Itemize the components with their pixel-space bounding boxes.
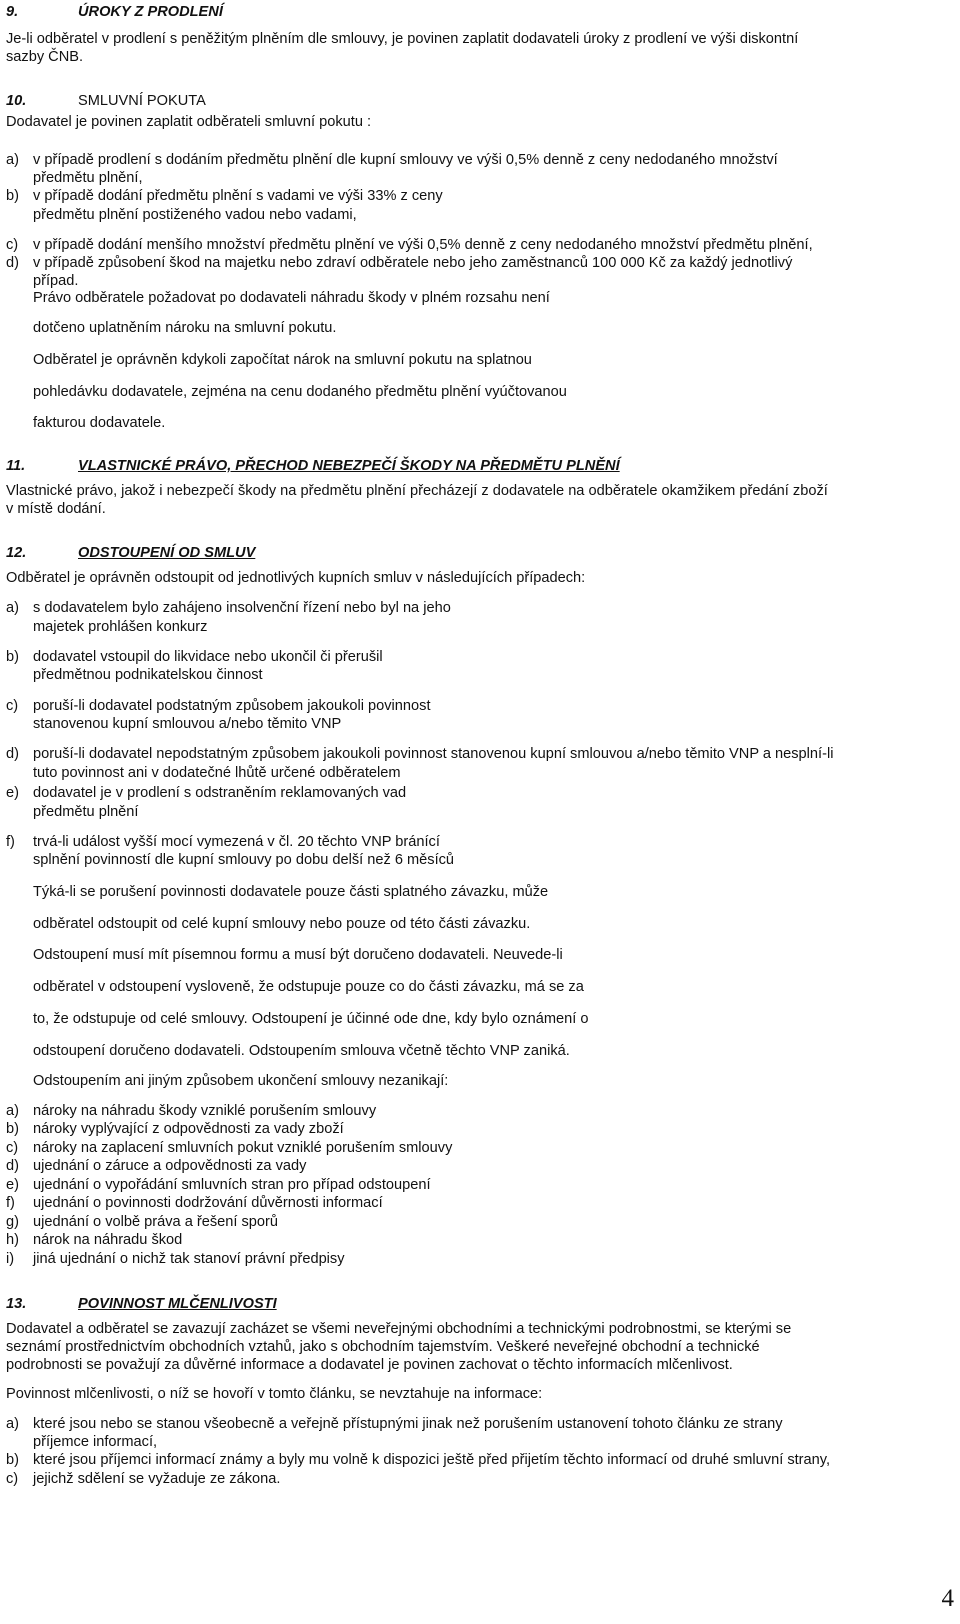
paragraph-line: seznámí prostřednictvím obchodních vztahů, jako s obchodním tajemstvím. Veškeré neveřejné obchodní a technické <box>6 1339 760 1355</box>
list-item: jiná ujednání o nichž tak stanoví právní předpisy <box>33 1251 345 1267</box>
list-item: ujednání o vypořádání smluvních stran pro případ odstoupení <box>33 1177 431 1193</box>
list-marker: d) <box>6 1158 19 1174</box>
paragraph-line: odstoupení doručeno dodavateli. Odstoupením smlouva včetně těchto VNP zaniká. <box>33 1043 570 1059</box>
section-13-heading <box>6 1296 277 1313</box>
list-item: s dodavatelem bylo zahájeno insolvenční řízení nebo byl na jeho <box>33 600 451 616</box>
list-marker: d) <box>6 255 19 271</box>
section-9-heading <box>6 4 223 21</box>
section-number: 10. <box>6 93 27 109</box>
paragraph-line: fakturou dodavatele. <box>33 415 166 431</box>
list-item: poruší-li dodavatel podstatným způsobem jakoukoli povinnost <box>33 698 431 714</box>
list-marker: b) <box>6 1452 19 1468</box>
list-item: majetek prohlášen konkurz <box>33 619 208 635</box>
list-item: nároky vyplývající z odpovědnosti za vady zboží <box>33 1121 344 1137</box>
section-number: 11. <box>6 458 26 474</box>
list-item: nárok na náhradu škod <box>33 1232 183 1248</box>
section-title: SMLUVNÍ POKUTA <box>78 93 206 109</box>
list-marker: g) <box>6 1214 19 1230</box>
list-marker: f) <box>6 834 15 850</box>
list-marker: a) <box>6 600 19 616</box>
page-number: 4 <box>941 1585 954 1612</box>
section-number: 9. <box>6 4 19 20</box>
list-item: trvá-li událost vyšší mocí vymezená v čl. 20 těchto VNP bránící <box>33 834 440 850</box>
paragraph-line: Odběratel je oprávněn kdykoli započítat nárok na smluvní pokutu na splatnou <box>33 352 532 368</box>
list-item: příjemce informací, <box>33 1434 158 1450</box>
list-item: nároky na náhradu škody vzniklé porušením smlouvy <box>33 1103 377 1119</box>
list-item: ujednání o povinnosti dodržování důvěrnosti informací <box>33 1195 383 1211</box>
list-marker: a) <box>6 152 19 168</box>
paragraph-line: Je-li odběratel v prodlení s peněžitým plněním dle smlouvy, je povinen zaplatit dodavateli úroky z prodlení ve výši diskontní <box>6 31 799 47</box>
list-marker: c) <box>6 698 19 714</box>
section-title: ODSTOUPENÍ OD SMLUV <box>78 545 256 561</box>
list-item: ujednání o volbě práva a řešení sporů <box>33 1214 279 1230</box>
paragraph-line: Odstoupením ani jiným způsobem ukončení smlouvy nezanikají: <box>33 1073 449 1089</box>
paragraph-line: to, že odstupuje od celé smlouvy. Odstoupení je účinné ode dne, kdy bylo oznámení o <box>33 1011 589 1027</box>
list-marker: f) <box>6 1195 15 1211</box>
section-10-heading <box>6 93 206 110</box>
list-item: dodavatel vstoupil do likvidace nebo ukončil či přerušil <box>33 649 383 665</box>
list-item: poruší-li dodavatel nepodstatným způsobem jakoukoli povinnost stanovenou kupní smlouvou a/nebo těmito VNP a nesplní-li <box>33 746 834 762</box>
list-item: jejichž sdělení se vyžaduje ze zákona. <box>33 1471 281 1487</box>
section-title: POVINNOST MLČENLIVOSTI <box>78 1296 277 1312</box>
list-item: předmětnou podnikatelskou činnost <box>33 667 263 683</box>
paragraph-line: Odběratel je oprávněn odstoupit od jednotlivých kupních smluv v následujících případech: <box>6 570 586 586</box>
list-marker: c) <box>6 1140 19 1156</box>
list-item: v případě způsobení škod na majetku nebo zdraví odběratele nebo jeho zaměstnanců 100 000 Kč za každý jednotlivý <box>33 255 793 271</box>
list-item: tuto povinnost ani v dodatečné lhůtě určené odběratelem <box>33 765 401 781</box>
paragraph-line: Dodavatel a odběratel se zavazují zacházet se všemi neveřejnými obchodními a technickými podrobnostmi, se kterými se <box>6 1321 792 1337</box>
paragraph-line: Právo odběratele požadovat po dodavateli náhradu škody v plném rozsahu není <box>33 290 550 306</box>
section-title: ÚROKY Z PRODLENÍ <box>78 4 223 20</box>
list-marker: e) <box>6 785 19 801</box>
paragraph-line: sazby ČNB. <box>6 49 84 65</box>
list-marker: b) <box>6 649 19 665</box>
list-item: stanovenou kupní smlouvou a/nebo těmito VNP <box>33 716 342 732</box>
section-11-heading <box>6 458 620 475</box>
list-marker: c) <box>6 1471 19 1487</box>
list-item: v případě prodlení s dodáním předmětu plnění dle kupní smlouvy ve výši 0,5% denně z ceny nedodaného množství <box>33 152 778 168</box>
list-marker: a) <box>6 1416 19 1432</box>
list-item: předmětu plnění postiženého vadou nebo vadami, <box>33 207 357 223</box>
paragraph-line: dotčeno uplatněním nároku na smluvní pokutu. <box>33 320 337 336</box>
section-12-heading <box>6 545 256 562</box>
list-item: předmětu plnění <box>33 804 139 820</box>
paragraph-line: pohledávku dodavatele, zejména na cenu dodaného předmětu plnění vyúčtovanou <box>33 384 567 400</box>
list-marker: c) <box>6 237 19 253</box>
section-title: VLASTNICKÉ PRÁVO, PŘECHOD NEBEZPEČÍ ŠKODY NA PŘEDMĚTU PLNĚNÍ <box>78 458 620 474</box>
paragraph-line: Dodavatel je povinen zaplatit odběrateli smluvní pokutu : <box>6 114 372 130</box>
list-item: případ. <box>33 273 79 289</box>
paragraph-line: Vlastnické právo, jakož i nebezpečí škody na předmětu plnění přecházejí z dodavatele na odběratele okamžikem předání zboží <box>6 483 828 499</box>
list-marker: b) <box>6 1121 19 1137</box>
list-item: které jsou příjemci informací známy a byly mu volně k dispozici ještě před přijetím těchto informací od druhé smluvní strany, <box>33 1452 831 1468</box>
list-item: předmětu plnění, <box>33 170 143 186</box>
list-item: splnění povinností dle kupní smlouvy po dobu delší než 6 měsíců <box>33 852 455 868</box>
list-item: ujednání o záruce a odpovědnosti za vady <box>33 1158 307 1174</box>
paragraph-line: Povinnost mlčenlivosti, o níž se hovoří v tomto článku, se nevztahuje na informace: <box>6 1386 543 1402</box>
paragraph-line: podrobnosti se považují za důvěrné informace a dodavatel je povinen zachovat o těchto informacích mlčenlivost. <box>6 1357 733 1373</box>
paragraph-line: odběratel odstoupit od celé kupní smlouvy nebo pouze od této části závazku. <box>33 916 531 932</box>
list-marker: h) <box>6 1232 19 1248</box>
list-marker: b) <box>6 188 19 204</box>
list-item: které jsou nebo se stanou všeobecně a veřejně přístupnými jinak než porušením ustanovení tohoto článku ze strany <box>33 1416 783 1432</box>
section-number: 13. <box>6 1296 27 1312</box>
list-item: v případě dodání předmětu plnění s vadami ve výši 33% z ceny <box>33 188 443 204</box>
list-item: dodavatel je v prodlení s odstraněním reklamovaných vad <box>33 785 407 801</box>
list-marker: i) <box>6 1251 15 1267</box>
paragraph-line: odběratel v odstoupení vysloveně, že odstupuje pouze co do části závazku, má se za <box>33 979 584 995</box>
list-marker: a) <box>6 1103 19 1119</box>
paragraph-line: v místě dodání. <box>6 501 106 517</box>
list-item: nároky na zaplacení smluvních pokut vzniklé porušením smlouvy <box>33 1140 453 1156</box>
list-marker: e) <box>6 1177 19 1193</box>
list-marker: d) <box>6 746 19 762</box>
paragraph-line: Týká-li se porušení povinnosti dodavatele pouze části splatného závazku, může <box>33 884 549 900</box>
section-number: 12. <box>6 545 27 561</box>
paragraph-line: Odstoupení musí mít písemnou formu a musí být doručeno dodavateli. Neuvede-li <box>33 947 563 963</box>
list-item: v případě dodání menšího množství předmětu plnění ve výši 0,5% denně z ceny nedodaného množství předmětu plnění, <box>33 237 813 253</box>
